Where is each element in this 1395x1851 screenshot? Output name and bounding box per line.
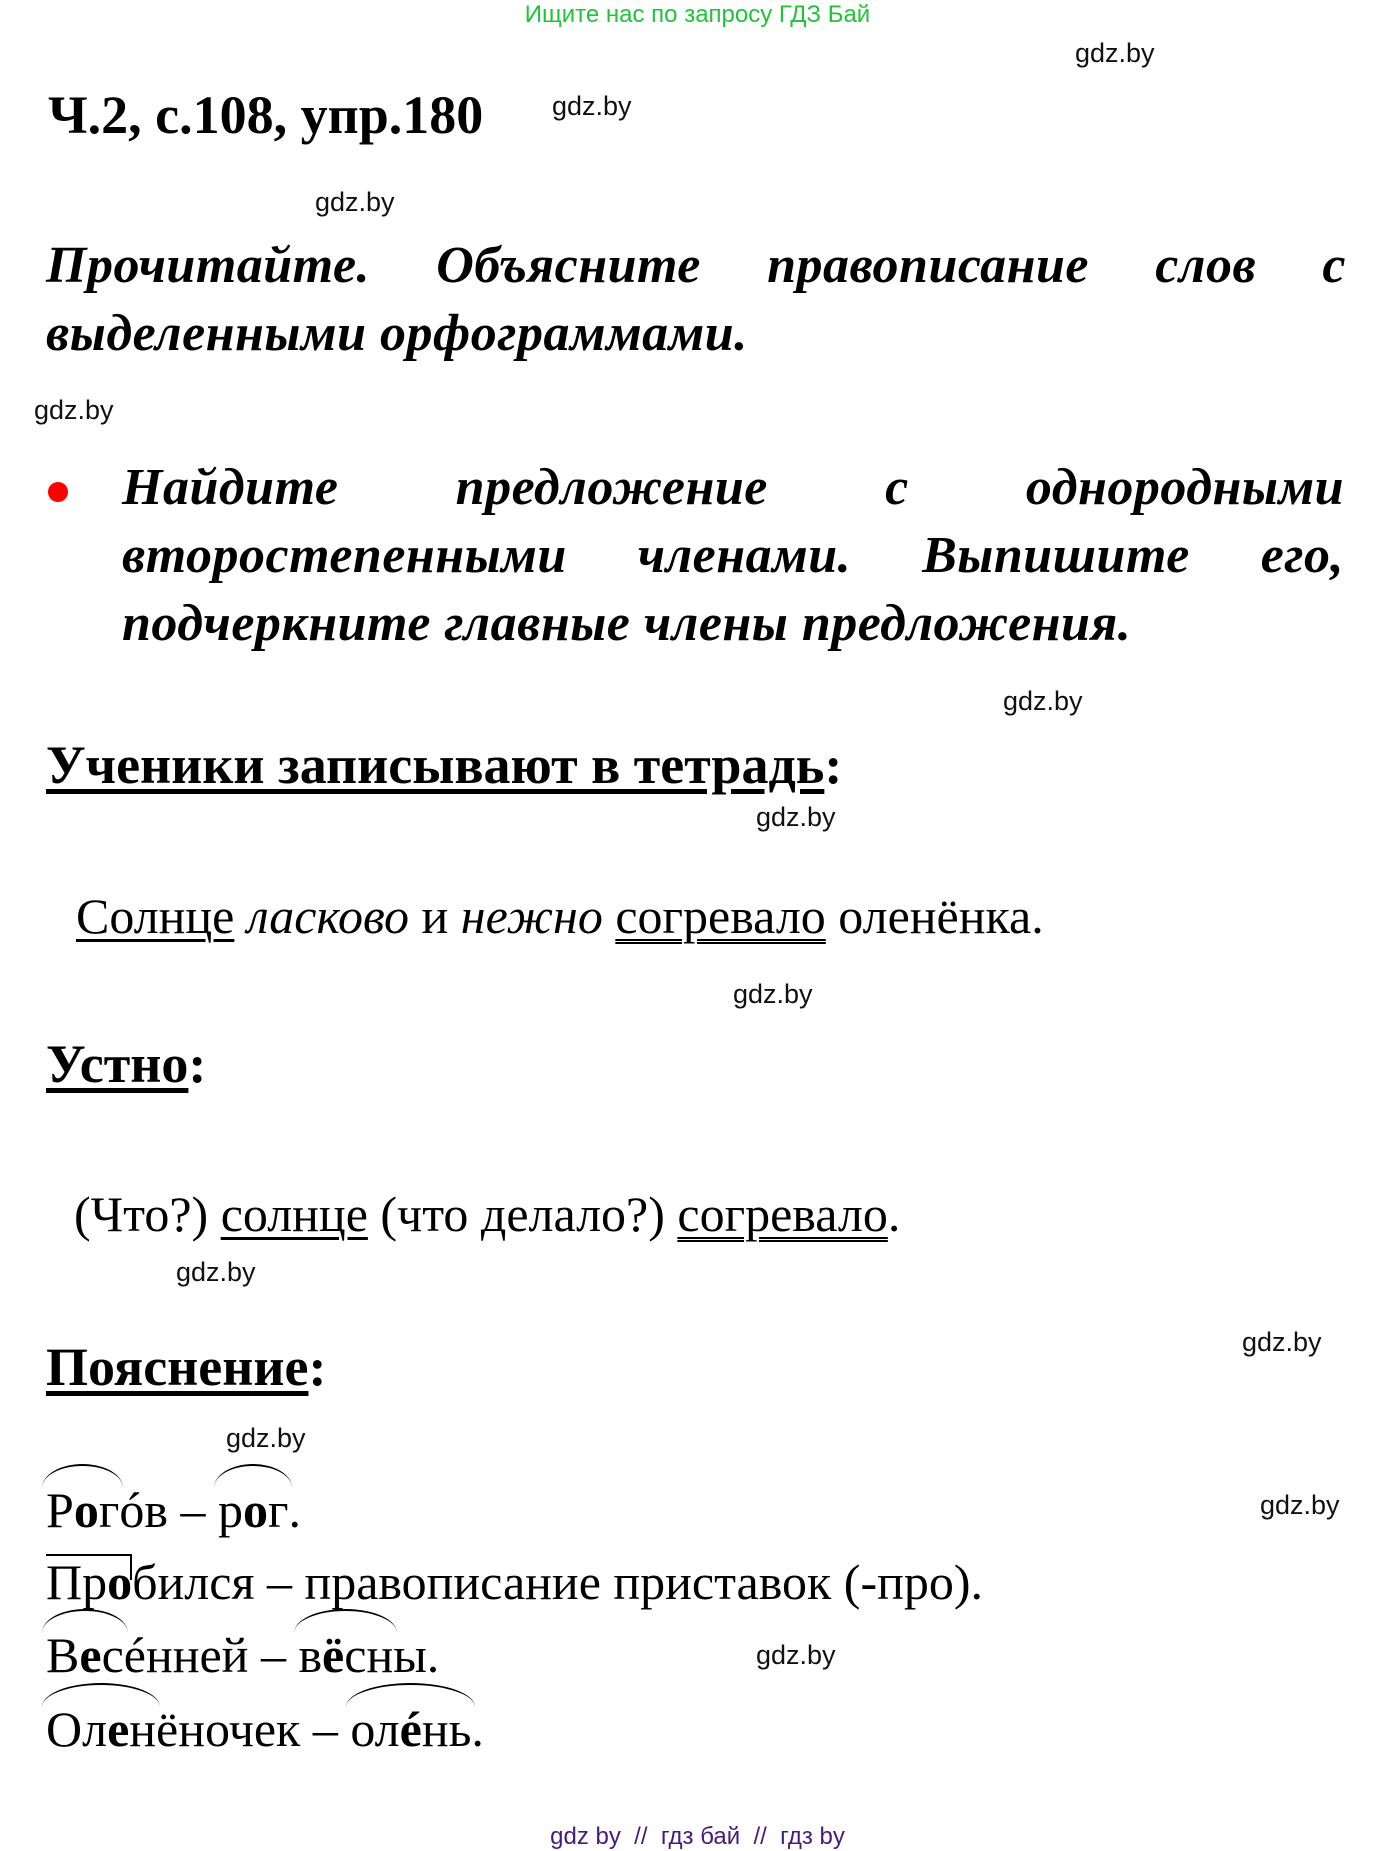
oral-heading-text: Устно [46,1034,189,1094]
notebook-sentence: Солнце ласково и нежно согревало оленёнка. [76,888,1044,944]
root-arc-word: Олен [46,1697,156,1761]
subject-word: Солнце [76,888,235,944]
page-title: Ч.2, с.108, упр.180 [48,85,484,145]
root-arc-word: Вес [46,1623,124,1687]
adverb-2: нежно [460,888,603,944]
adverb-1: ласково [246,888,409,944]
watermark: gdz.by [756,1640,836,1670]
predicate-word: согревало [615,888,826,944]
predicate-word: согревало [677,1186,888,1242]
prefix-mark: Про [46,1550,132,1614]
watermark: gdz.by [34,395,114,425]
watermark: gdz.by [1260,1490,1340,1520]
explanation-line-3: Весéнней – вёсны. [46,1623,439,1687]
oral-sentence: (Что?) солнце (что делало?) согревало. [74,1186,901,1242]
watermark: gdz.by [733,979,813,1009]
search-banner: Ищите нас по запросу ГДЗ Бай [524,1,871,28]
oral-heading: Устно: [46,1034,207,1094]
watermark: gdz.by [226,1423,306,1453]
watermark: gdz.by [756,802,836,832]
explanation-line-2: Пробился – правописание приставок (-про). [46,1550,983,1614]
watermark: gdz.by [315,187,395,217]
red-bullet-icon [48,482,68,502]
root-arc-word: рог [218,1478,289,1542]
notebook-heading-text: Ученики записывают в тетрадь [46,735,825,795]
watermark: gdz.by [176,1257,256,1287]
watermark: gdz.by [552,91,632,121]
explanation-heading: Пояснение: [46,1337,327,1397]
root-arc-word: олéнь [350,1697,471,1761]
root-arc-word: вёсн [298,1623,393,1687]
object-word: оленёнка [838,888,1032,944]
watermark: gdz.by [1003,686,1083,716]
task-instruction: Прочитайте. Объясните правописание слов с выделенными орфограммами. [46,237,1346,362]
watermark: gdz.by [1242,1327,1322,1357]
task-bullet-text: Найдите предложение с однородными второстепенными членами. Выпишите его, подчеркните главные члены предложения. [122,459,1344,652]
footer-links: gdz by // гдз бай // гдз by [550,1823,845,1850]
explanation-heading-text: Пояснение [46,1337,309,1397]
subject-word: солнце [220,1186,368,1242]
root-arc-word: Рог [46,1478,119,1542]
explanation-line-1: Рогóв – рог. [46,1478,301,1542]
notebook-heading: Ученики записывают в тетрадь: [46,735,843,795]
watermark: gdz.by [1075,38,1155,68]
explanation-line-4: Оленёночек – олéнь. [46,1697,484,1761]
